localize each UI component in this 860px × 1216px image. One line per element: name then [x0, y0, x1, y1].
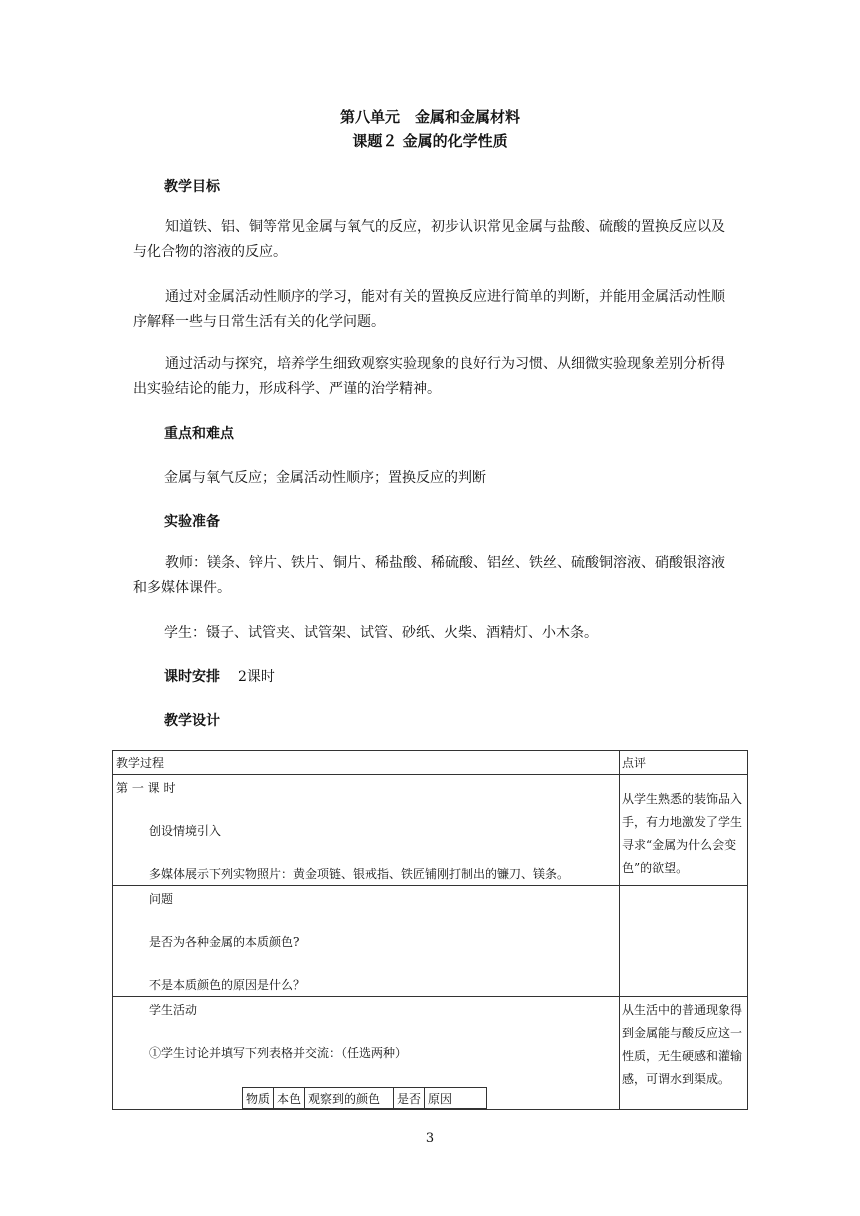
lesson-title: 课题２ 金属的化学性质	[352, 132, 508, 150]
teacher-materials: 教师：镁条、锌片、铁片、铜片、稀盐酸、稀硫酸、铝丝、铁丝、硫酸铜溶液、硝酸银溶液和多媒体课件。	[133, 555, 725, 596]
observation-header-cell: 物质	[243, 1088, 274, 1109]
key-points-text: 金属与氧气反应；金属活动性顺序；置换反应的判断	[164, 470, 486, 486]
key-points-heading: 重点和难点	[164, 426, 234, 442]
row-divider	[113, 885, 747, 886]
page-number: 3	[425, 1131, 435, 1146]
row-divider	[113, 996, 747, 997]
observation-header-cell: 原因	[425, 1088, 487, 1109]
row3-comment: 从生活中的普通现象得到金属能与酸反应这一性质，无生硬感和灌输感，可谓水到渠成。	[622, 1003, 743, 1086]
header-comment: 点评	[622, 756, 647, 770]
lesson-label: 第 一 课 时	[116, 781, 176, 795]
observation-table	[242, 1087, 487, 1109]
row3-item1: 学生活动	[149, 1003, 198, 1017]
unit-title: 第八单元 金属和金属材料	[339, 108, 520, 126]
objective-paragraph-2: 通过对金属活动性顺序的学习，能对有关的置换反应进行简单的判断，并能用金属活动性顺序解释一些与日常生活有关的化学问题。	[133, 289, 725, 330]
objective-paragraph-1: 知道铁、铝、铜等常见金属与氧气的反应，初步认识常见金属与盐酸、硫酸的置换反应以及与化合物的溶液的反应。	[133, 219, 725, 260]
objective-paragraph-3: 通过活动与探究，培养学生细致观察实验现象的良好行为习惯、从细微实验现象差别分析得出实验结论的能力，形成科学、严谨的治学精神。	[133, 356, 725, 397]
row3-item2: ①学生讨论并填写下列表格并交流：（任选两种）	[149, 1046, 408, 1060]
row1-item1: 创设情境引入	[149, 824, 222, 838]
row2-item3: 不是本质颜色的原因是什么？	[149, 978, 306, 992]
column-divider	[619, 751, 620, 1109]
observation-header-row	[243, 1088, 487, 1109]
schedule-line	[164, 666, 275, 686]
row1-item2: 多媒体展示下列实物照片：黄金项链、银戒指、铁匠铺刚打制出的镰刀、镁条。	[149, 867, 570, 881]
preparation-heading: 实验准备	[164, 514, 220, 530]
observation-header-cell: 是否	[394, 1088, 425, 1109]
row2-item1: 问题	[149, 892, 174, 906]
row-divider	[113, 774, 747, 775]
teaching-design-table	[112, 750, 748, 1110]
design-heading: 教学设计	[164, 713, 220, 729]
observation-header-cell: 观察到的颜色	[305, 1088, 394, 1109]
student-materials: 学生：镊子、试管夹、试管架、试管、砂纸、火柴、酒精灯、小木条。	[164, 625, 598, 641]
schedule-heading: 课时安排	[164, 669, 220, 685]
row2-item2: 是否为各种金属的本质颜色?	[149, 935, 300, 949]
schedule-value: 2课时	[238, 669, 275, 685]
observation-header-cell: 本色	[274, 1088, 305, 1109]
header-process: 教学过程	[116, 756, 165, 770]
row1-comment: 从学生熟悉的装饰品入手，有力地激发了学生寻求“金属为什么会变色”的欲望。	[622, 792, 743, 875]
objectives-heading: 教学目标	[164, 179, 220, 195]
